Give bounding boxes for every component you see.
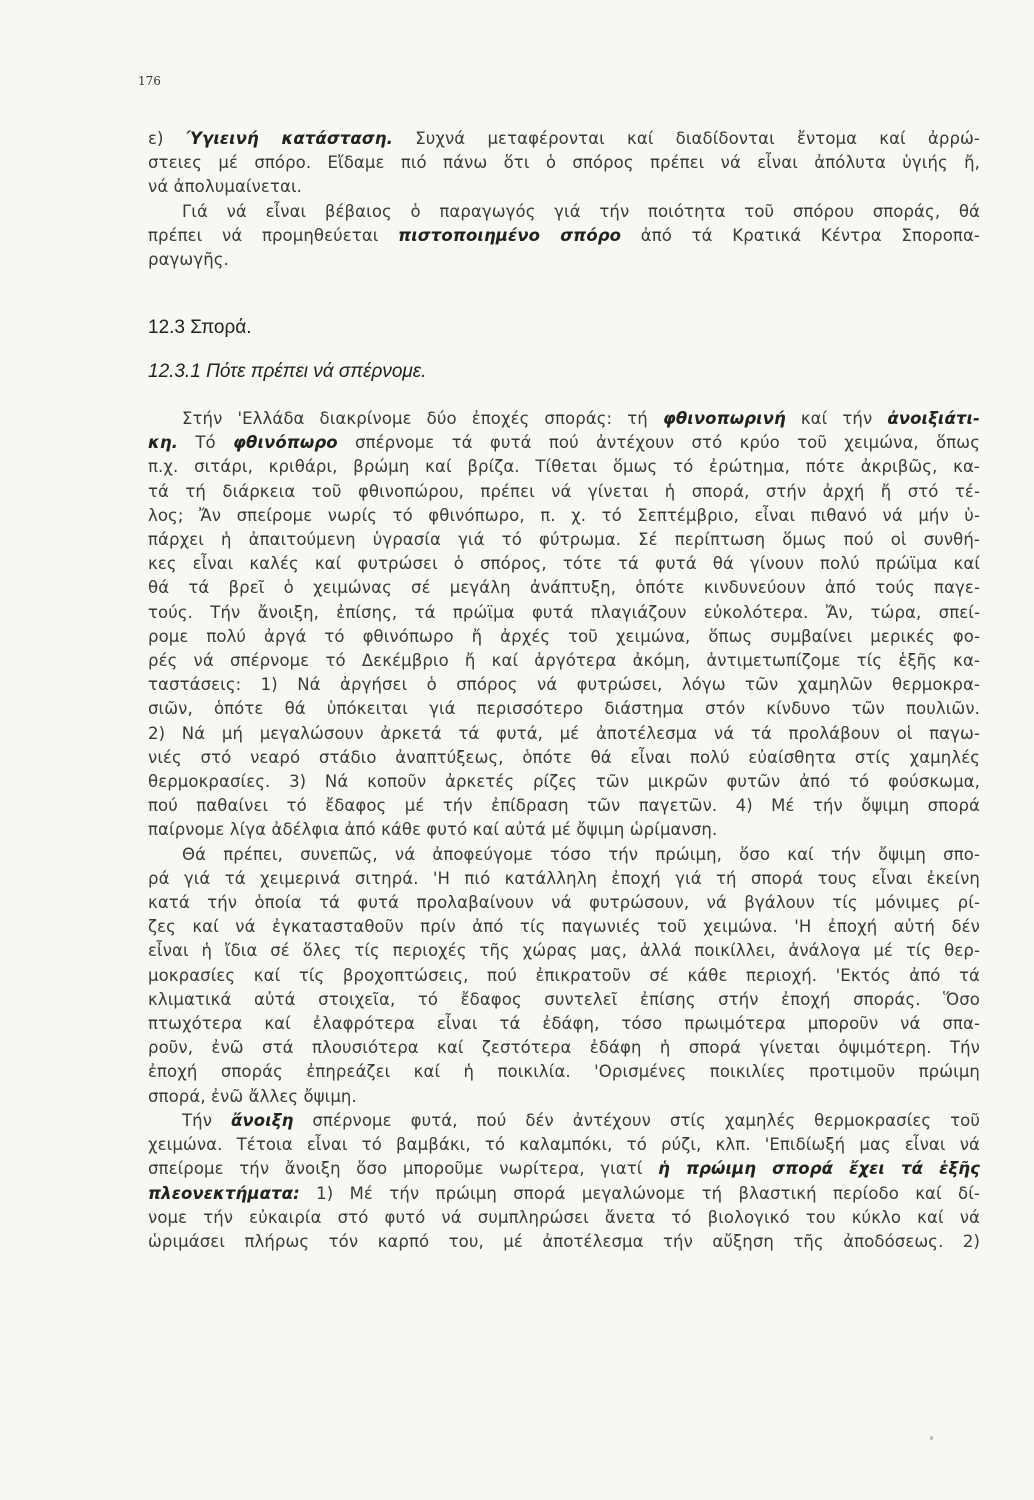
text-run: Γιά νά εἶναι βέβαιος ὁ παραγωγός γιά τήν ποιότητα τοῦ σπόρου σποράς, θά — [182, 201, 980, 221]
text-line — [148, 552, 980, 576]
text-line — [148, 818, 980, 842]
text-run: λος; Ἄν σπείρομε νωρίς τό φθινόπωρο, π. χ. τό Σεπτέμβριο, εἶναι πιθανό νά μήν ὑ- — [148, 505, 980, 525]
emphasis-text: φθινοπωρινή — [662, 409, 786, 428]
text-line — [148, 1036, 980, 1060]
text-line — [148, 151, 980, 175]
text-run: νιές στό νεαρό στάδιο ἀναπτύξεως, ὁπότε θά εἶναι πολύ εὐαίσθητα στίς χαμηλές — [148, 747, 980, 767]
text-line — [148, 480, 980, 504]
emphasis-text: πλεονεκτήματα: — [148, 1183, 300, 1203]
text-run: Θά πρέπει, συνεπῶς, νά ἀποφεύγομε τόσο τήν πρώιμη, ὅσο καί τήν ὄψιμη σπο- — [182, 844, 980, 864]
text-run: σπέρνομε φυτά, πού δέν ἀντέχουν στίς χαμηλές θερμοκρασίες τοῦ — [293, 1110, 980, 1130]
text-line — [148, 601, 980, 625]
text-run: σπορά, ἐνῶ ἄλλες ὄψιμη. — [148, 1086, 357, 1106]
text-run: κες εἶναι καλές καί φυτρώσει ὁ σπόρος, τότε τά φυτά θά γίνουν πολύ πρώϊμα καί — [148, 554, 980, 574]
text-run: ραγωγῆς. — [148, 250, 229, 270]
text-run: ρομε πολύ ἀργά τό φθινόπωρο ἤ ἀρχές τοῦ χειμώνα, ὅπως συμβαίνει μερικές φο- — [148, 626, 980, 646]
text-run: ἐποχή σποράς ἐπηρεάζει καί ἡ ποικιλία. 'Ορισμένες ποικιλίες προτιμοῦν πρώιμη — [148, 1062, 980, 1082]
scan-speck — [930, 1436, 933, 1440]
text-run: θά τά βρεῖ ὁ χειμώνας σέ μεγάλη ἀνάπτυξη, ὁπότε κινδυνεύουν ἀπό τούς παγε- — [148, 578, 980, 598]
emphasis-text: ἡ πρώιμη σπορά ἔχει τά ἑξῆς — [658, 1159, 980, 1179]
text-line — [148, 1060, 980, 1084]
text-run: ροῦν, ἐνῶ στά πλουσιότερα καί ζεστότερα ἐδάφη ἡ σπορά γίνεται ὀψιμότερη. Τήν — [148, 1038, 980, 1058]
emphasis-text: Ύγιεινή κατάσταση. — [185, 129, 394, 148]
text-run: ταστάσεις: 1) Νά ἀργήσει ὁ σπόρος νά φυτρώσει, λόγω τῶν χαμηλῶν θερμοκρα- — [148, 675, 980, 695]
paragraph-block-hygiene — [148, 127, 980, 272]
subsection-title: 12.3.1 Πότε πρέπει νά σπέρνομε. — [148, 361, 427, 382]
text-run: μοκρασίες καί τίς βροχοπτώσεις, πού ἐπικρατοῦν σέ κάθε περιοχή. 'Εκτός ἀπό τά — [148, 965, 980, 985]
text-line — [148, 1012, 980, 1036]
text-run: Συχνά μεταφέρονται καί διαδίδονται ἔντομα καί ἀρρώ- — [393, 129, 980, 148]
text-run: 1) Μέ τήν πρώιμη σπορά μεγαλώνομε τή βλαστική περίοδο καί δί- — [299, 1183, 980, 1203]
text-line — [148, 1182, 980, 1206]
text-line — [148, 1157, 980, 1181]
text-run: π.χ. σιτάρι, κριθάρι, βρώμη καί βρίζα. Τίθεται ὅμως τό ἐρώτημα, πότε ἀκριβῶς, κα- — [148, 457, 980, 477]
text-line — [148, 248, 980, 272]
text-run: ὡριμάσει πλήρως τόν καρπό του, μέ ἀποτέλεσμα τήν αὔξηση τῆς ἀποδόσεως. 2) — [148, 1231, 980, 1251]
section-title: 12.3 Σπορά. — [148, 317, 252, 338]
text-run: κλιματικά αὐτά στοιχεῖα, τό ἔδαφος συντελεῖ ἐπίσης στήν ἐποχή σποράς. Ὅσο — [148, 989, 980, 1009]
text-line — [148, 200, 980, 224]
text-line — [148, 673, 980, 697]
text-run: πού παθαίνει τό ἔδαφος μέ τήν ἐπίδραση τῶν παγετῶν. 4) Μέ τήν ὄψιμη σπορά — [148, 796, 980, 816]
text-run: σιῶν, ὁπότε θά ὑπόκειται γιά περισσότερο διάστημα στόν κίνδυνο τῶν πουλιῶν. — [148, 699, 980, 719]
text-run: στειες μέ σπόρο. Εἴδαμε πιό πάνω ὅτι ὁ σπόρος πρέπει νά εἶναι ἀπόλυτα ὑγιής ἤ, — [148, 153, 980, 173]
page-number: 176 — [138, 74, 161, 88]
text-line — [148, 964, 980, 988]
text-run: ε) — [148, 129, 186, 148]
text-line — [148, 1109, 980, 1133]
text-run: νά ἀπολυμαίνεται. — [148, 177, 302, 197]
text-line — [148, 697, 980, 721]
text-line — [148, 649, 980, 673]
emphasis-text: φθινόπωρο — [233, 433, 338, 453]
emphasis-text: πιστοποιημένο σπόρο — [398, 225, 622, 245]
text-run: εἶναι ἡ ἴδια σέ ὅλες τίς περιοχές τῆς χώρας μας, ἀλλά ποικίλλει, ἀνάλογα μέ τίς θερ- — [148, 941, 980, 961]
text-run: χειμώνα. Τέτοια εἶναι τό βαμβάκι, τό καλαμπόκι, τό ρύζι, κλπ. 'Επιδίωξή μας εἶναι νά — [148, 1135, 980, 1155]
text-run: Στήν 'Ελλάδα διακρίνομε δύο ἐποχές σποράς: τή — [182, 409, 663, 428]
text-line — [148, 843, 980, 867]
text-run: τά τή διάρκεια τοῦ φθινοπώρου, πρέπει νά γίνεται ἡ σπορά, στήν ἀρχή ἤ στό τέ- — [148, 481, 980, 501]
text-line — [148, 625, 980, 649]
text-line — [148, 794, 980, 818]
text-line — [148, 988, 980, 1012]
text-run: πτωχότερα καί ἐλαφρότερα εἶναι τά ἐδάφη, τόσο πρωιμότερα μποροῦν νά σπα- — [148, 1014, 980, 1034]
text-run: θερμοκρασίες. 3) Νά κοποῦν ἀρκετές ρίζες τῶν μικρῶν φυτῶν ἀπό τό φούσκωμα, — [148, 772, 980, 792]
text-run: ἀπό τά Κρατικά Κέντρα Σποροπα- — [621, 225, 980, 245]
text-run: παίρνομε λίγα ἀδέλφια ἀπό κάθε φυτό καί αὐτά μέ ὄψιμη ὡρίμανση. — [148, 820, 718, 840]
text-line — [148, 891, 980, 915]
text-line — [148, 867, 980, 891]
text-line — [148, 576, 980, 600]
text-line — [148, 939, 980, 963]
text-line — [148, 431, 980, 455]
text-run: πρέπει νά προμηθεύεται — [148, 225, 399, 245]
text-line — [148, 504, 980, 528]
text-run: σπείρομε τήν ἄνοιξη ὅσο μποροῦμε νωρίτερα, γιατί — [148, 1159, 659, 1179]
text-line — [148, 746, 980, 770]
text-line — [148, 175, 980, 199]
text-line — [148, 224, 980, 248]
text-run: Τό — [178, 433, 234, 453]
text-line — [148, 1133, 980, 1157]
text-line — [148, 1206, 980, 1230]
text-line — [148, 528, 980, 552]
text-line — [148, 722, 980, 746]
text-run: ζες καί νά ἐγκατασταθοῦν πρίν ἀπό τίς παγωνιές τοῦ χειμώνα. 'Η ἐποχή αὐτή δέν — [148, 917, 980, 937]
text-line — [148, 407, 980, 431]
text-line — [148, 455, 980, 479]
text-run: 2) Νά μή μεγαλώσουν ἀρκετά τά φυτά, μέ ἀποτέλεσμα νά τά προλάβουν οἱ παγω- — [148, 723, 980, 743]
text-run: τούς. Τήν ἄνοιξη, ἐπίσης, τά πρώϊμα φυτά πλαγιάζουν εὐκολότερα. Ἄν, τώρα, σπεί- — [148, 602, 980, 622]
emphasis-text: ἄνοιξη — [230, 1110, 294, 1130]
emphasis-text: κη. — [148, 433, 179, 453]
text-run: ρές νά σπέρνομε τό Δεκέμβριο ἤ καί ἀργότερα ἀκόμη, ἀντιμετωπίζομε τίς ἑξῆς κα- — [148, 651, 980, 671]
emphasis-text: ἀνοιξιάτι- — [887, 409, 980, 428]
text-run: κατά τήν ὁποία τά φυτά προλαβαίνουν νά φυτρώσουν, νά βγάλουν τίς μόνιμες ρί- — [148, 893, 980, 913]
text-line — [148, 770, 980, 794]
text-run: ρά γιά τά χειμερινά σιτηρά. 'Η πιό κατάλληλη ἐποχή γιά τή σπορά τους εἶναι ἐκείνη — [148, 868, 980, 888]
text-run: Τήν — [182, 1110, 231, 1130]
text-line — [148, 1085, 980, 1109]
text-run: σπέρνομε τά φυτά πού ἀντέχουν στό κρύο τοῦ χειμώνα, ὅπως — [337, 433, 980, 453]
paragraph-block-sowing-time — [148, 407, 980, 1254]
text-line — [148, 915, 980, 939]
text-run: πάρχει ἡ ἀπαιτούμενη ὑγρασία γιά τό φύτρωμα. Σέ περίπτωση ὅμως πού οἱ συνθή- — [148, 530, 980, 550]
text-line — [148, 127, 980, 151]
text-run: καί τήν — [785, 409, 888, 428]
text-line — [148, 1230, 980, 1254]
text-run: νομε τήν εὐκαιρία στό φυτό νά συμπληρώσει ἄνετα τό βιολογικό του κύκλο καί νά — [148, 1207, 980, 1227]
